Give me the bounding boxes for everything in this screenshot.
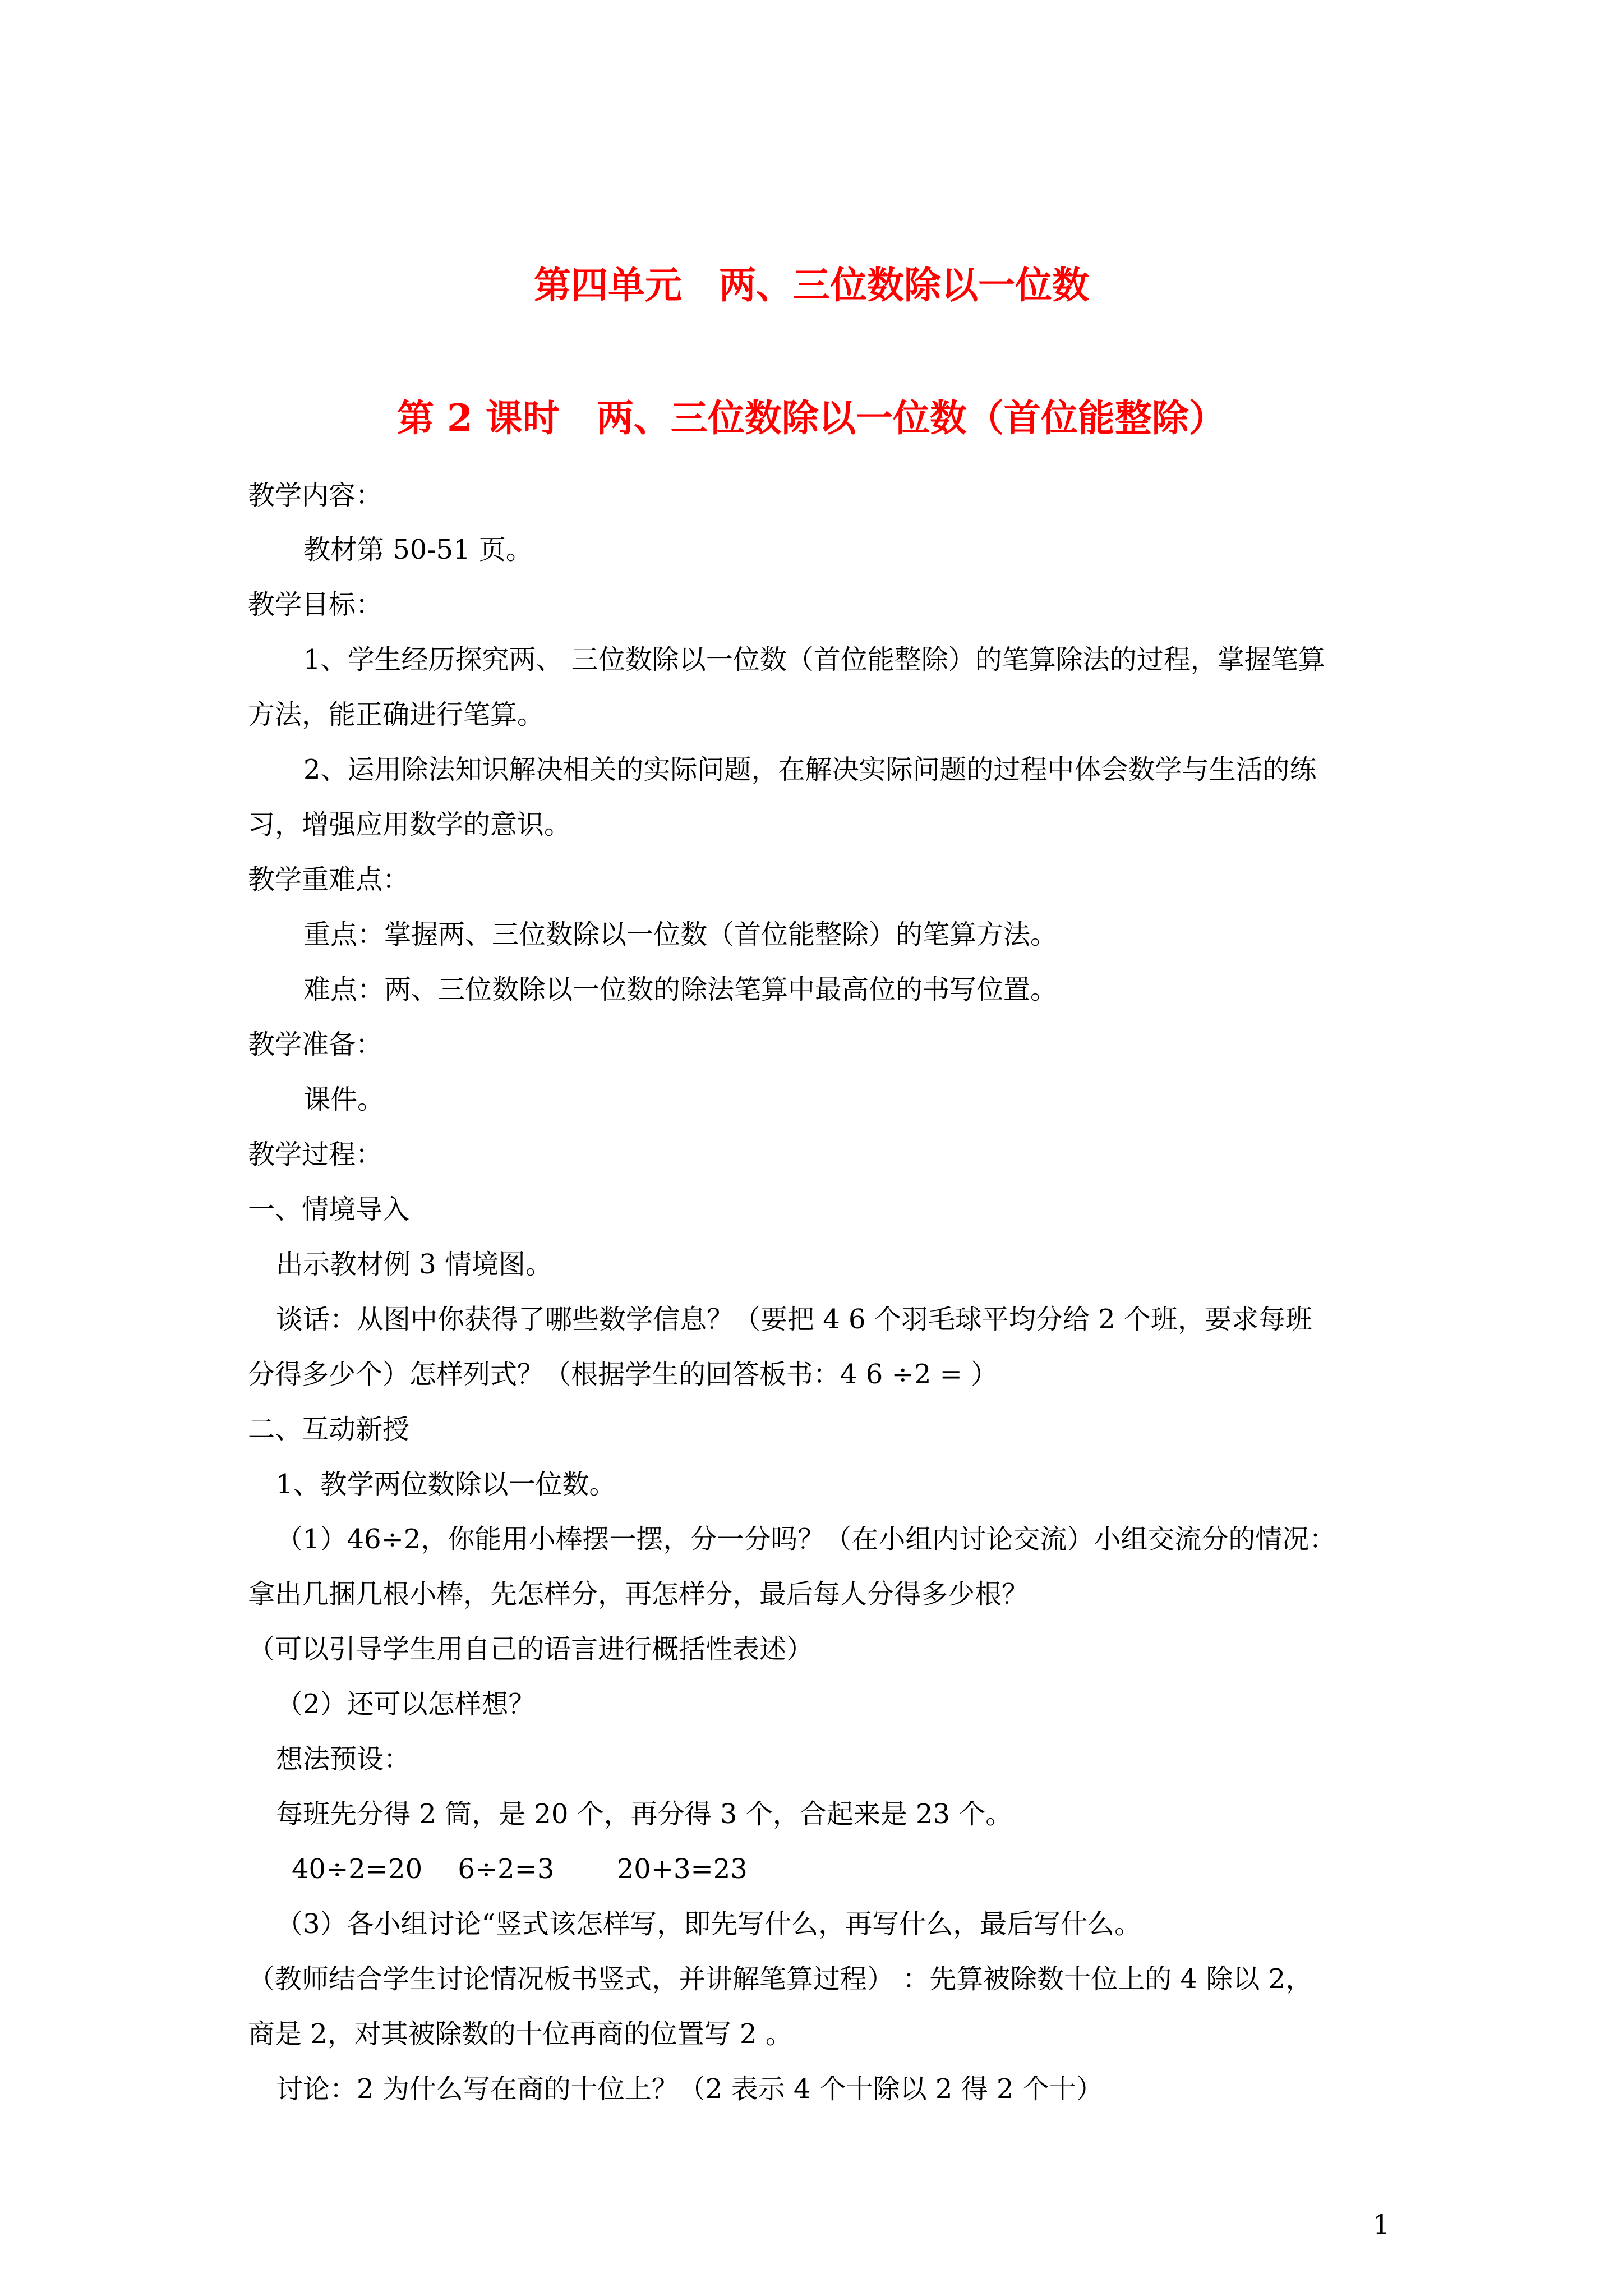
text-line: 重点：掌握两、三位数除以一位数（首位能整除）的笔算方法。 xyxy=(303,919,1058,950)
text-line: 分得多少个）怎样列式？（根据学生的回答板书：4 6 ÷2 = ） xyxy=(248,1359,998,1390)
text-line: 1、学生经历探究两、 三位数除以一位数（首位能整除）的笔算除法的过程，掌握笔算 xyxy=(303,644,1325,675)
text-line: 商是 2，对其被除数的十位再商的位置写 2 。 xyxy=(248,2018,792,2050)
text-line: 难点：两、三位数除以一位数的除法笔算中最高位的书写位置。 xyxy=(303,974,1058,1005)
page-number: 1 xyxy=(1373,2209,1390,2240)
text-line: 讨论：2 为什么写在商的十位上？（2 表示 4 个十除以 2 得 2 个十） xyxy=(276,2073,1103,2105)
text-line: 每班先分得 2 筒，是 20 个，再分得 3 个，合起来是 23 个。 xyxy=(276,1798,1013,1830)
text-line: 谈话：从图中你获得了哪些数学信息？（要把 4 6 个羽毛球平均分给 2 个班，要求每班 xyxy=(276,1304,1312,1335)
text-line: 教学重难点： xyxy=(248,864,410,895)
text-line: 40÷2=20 6÷2=3 20+3=23 xyxy=(292,1853,748,1885)
text-line: 二、互动新授 xyxy=(248,1414,410,1445)
text-line: 方法，能正确进行笔算。 xyxy=(248,699,545,730)
text-line: （3）各小组讨论“竖式该怎样写，即先写什么，再写什么，最后写什么。 xyxy=(276,1908,1142,1940)
unit-title: 第四单元 两、三位数除以一位数 xyxy=(534,263,1089,307)
text-line: 教学内容： xyxy=(248,480,383,511)
text-line: 想法预设： xyxy=(276,1743,411,1775)
text-line: 拿出几捆几根小棒，先怎样分，再怎样分，最后每人分得多少根？ xyxy=(248,1579,1029,1610)
text-line: 习，增强应用数学的意识。 xyxy=(248,809,571,840)
text-line: 一、情境导入 xyxy=(248,1194,410,1225)
text-line: 教学过程： xyxy=(248,1139,383,1170)
text-line: 2、运用除法知识解决相关的实际问题，在解决实际问题的过程中体会数学与生活的练 xyxy=(303,754,1317,785)
text-line: 教学目标： xyxy=(248,589,383,620)
lesson-title: 第 2 课时 两、三位数除以一位数（首位能整除） xyxy=(397,396,1226,440)
text-line: （2）还可以怎样想？ xyxy=(276,1688,536,1720)
text-line: 课件。 xyxy=(303,1084,385,1115)
text-line: 1、教学两位数除以一位数。 xyxy=(276,1469,616,1500)
text-line: 教材第 50-51 页。 xyxy=(303,534,533,565)
text-line: 出示教材例 3 情境图。 xyxy=(276,1249,553,1280)
text-line: （可以引导学生用自己的语言进行概括性表述） xyxy=(248,1634,814,1665)
text-line: 教学准备： xyxy=(248,1029,383,1060)
text-line: （教师结合学生讨论情况板书竖式，并讲解笔算过程） ：先算被除数十位上的 4 除以 2， xyxy=(248,1963,1313,1995)
text-line: （1）46÷2，你能用小棒摆一摆，分一分吗？（在小组内讨论交流）小组交流分的情况： xyxy=(276,1524,1336,1555)
